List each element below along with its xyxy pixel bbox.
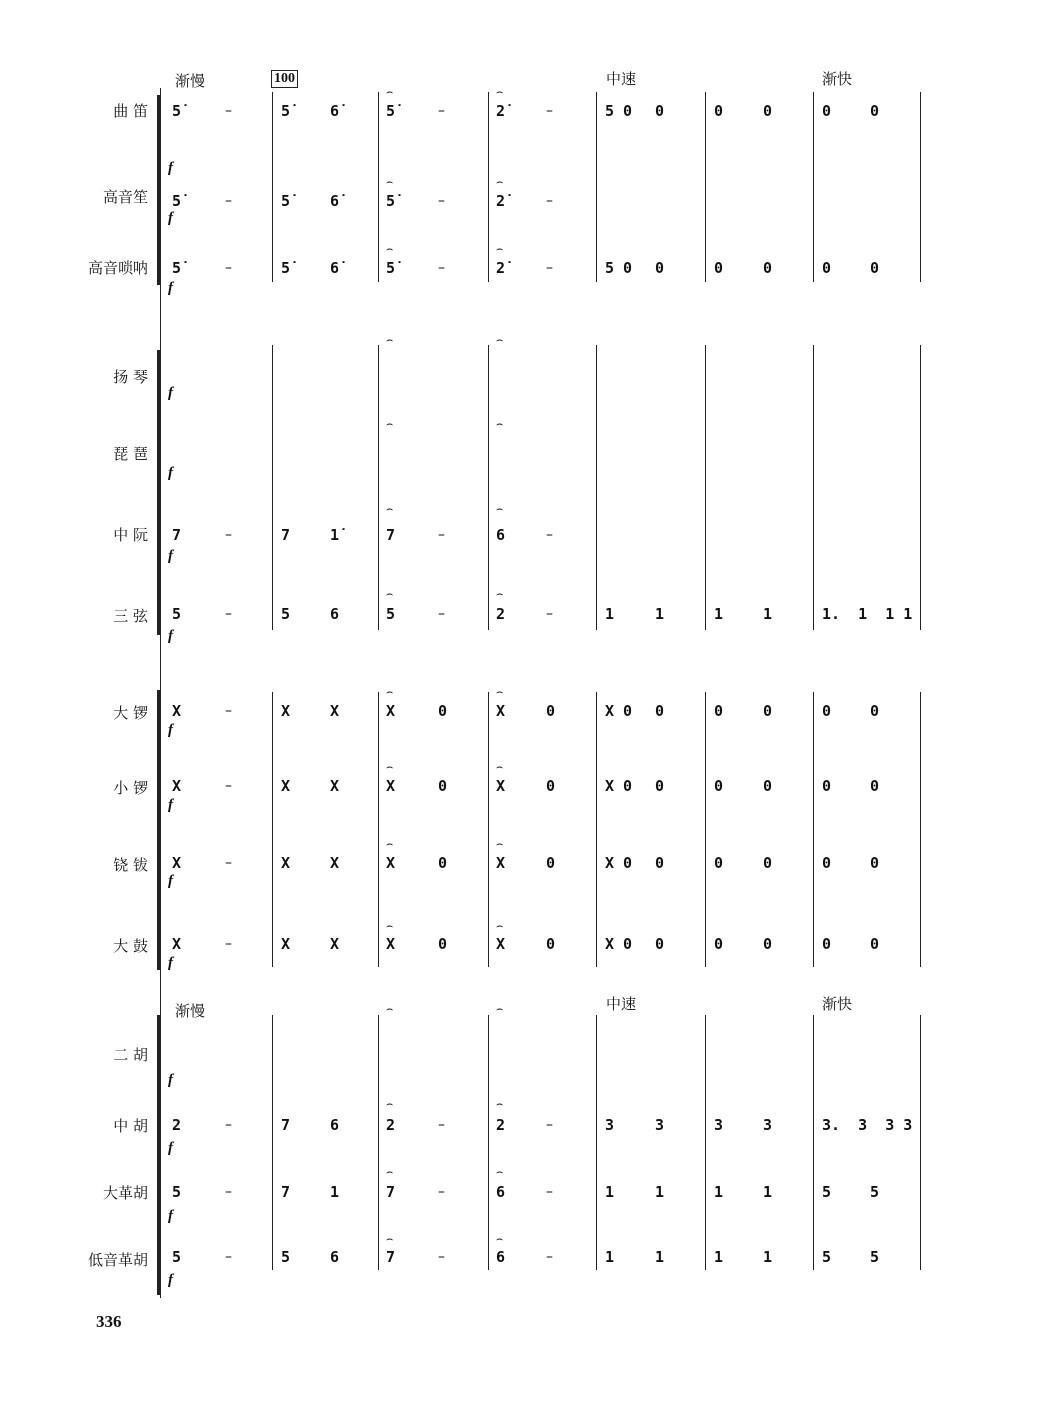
note-cell: 7 [172,526,182,544]
barline [488,1015,489,1270]
barline [378,92,379,282]
note-cell: 2 [496,1116,506,1134]
group-bracket [157,350,160,635]
fermata-mark: ⌢ [386,587,394,600]
note-cell: X 0 [605,935,633,953]
instrument-label: 高音笙 [102,188,148,206]
note-cell: – [546,606,553,622]
note-cell: 1 [714,605,724,623]
note-cell: 7 [281,526,291,544]
note-cell: X [172,702,182,720]
note-cell: 0 [870,935,880,953]
note-cell: 2 [172,1116,182,1134]
dynamic-forte: f [168,210,173,226]
note-cell: – [438,606,445,622]
note-cell: 5̇ [172,192,182,210]
dynamic-forte: f [168,548,173,564]
note-cell: 6 [496,1248,506,1266]
dynamic-forte: f [168,797,173,813]
group-bracket [157,1015,160,1295]
note-cell: – [546,1249,553,1265]
note-cell: 1 [655,1183,665,1201]
fermata-mark: ⌢ [496,1165,504,1178]
note-cell: 5 0 [605,259,633,277]
note-cell: 1 [605,1183,615,1201]
note-cell: X [496,935,506,953]
barline [596,92,597,282]
note-cell: – [546,527,553,543]
fermata-mark: ⌢ [496,685,504,698]
instrument-label: 扬 琴 [113,368,148,386]
note-cell: X [386,935,396,953]
barline [705,92,706,282]
note-cell: 0 [438,777,448,795]
fermata-mark: ⌢ [496,333,504,346]
fermata-mark: ⌢ [496,502,504,515]
note-cell: – [438,1184,445,1200]
barline [920,692,921,967]
barline [813,692,814,967]
tempo-mark: 渐慢 [175,72,206,90]
fermata-mark: ⌢ [496,85,504,98]
fermata-mark: ⌢ [386,760,394,773]
fermata-mark: ⌢ [386,85,394,98]
fermata-mark: ⌢ [496,587,504,600]
barline [488,92,489,282]
rehearsal-mark: 100 [271,70,298,88]
barline [596,692,597,967]
note-cell: – [546,1117,553,1133]
note-cell: 0 [546,777,556,795]
note-cell: 1 [763,1183,773,1201]
dynamic-forte: f [168,628,173,644]
note-cell: 0 [763,854,773,872]
note-cell: 5 [870,1183,880,1201]
dynamic-forte: f [168,1208,173,1224]
barline [705,345,706,630]
instrument-label: 曲 笛 [113,102,148,120]
group-bracket [157,690,160,970]
note-cell: 0 [763,102,773,120]
note-cell: 7 [386,1248,396,1266]
dynamic-forte: f [168,465,173,481]
fermata-mark: ⌢ [496,417,504,430]
note-cell: – [438,527,445,543]
note-cell: – [546,260,553,276]
note-cell: 0 [546,935,556,953]
page-number: 336 [96,1312,122,1331]
barline [272,92,273,282]
fermata-mark: ⌢ [386,1097,394,1110]
note-cell: – [438,260,445,276]
note-cell: – [225,1249,232,1265]
note-cell: X [386,702,396,720]
tempo-mark: 渐快 [822,995,853,1013]
note-cell: 1 [330,1183,340,1201]
barline [378,692,379,967]
note-cell: 0 [438,935,448,953]
note-cell: X [330,702,340,720]
barline [813,92,814,282]
note-cell: 0 [655,854,665,872]
barline [596,345,597,630]
note-cell: – [225,260,232,276]
note-cell: 6̇ [330,192,340,210]
note-cell: 0 [714,777,724,795]
fermata-mark: ⌢ [386,919,394,932]
note-cell: 5 [386,605,396,623]
note-cell: 5 [172,605,182,623]
note-cell: 0 [870,777,880,795]
note-cell: 0 [714,854,724,872]
note-cell: – [225,103,232,119]
note-cell: 0 [822,854,832,872]
note-cell: 0 [438,854,448,872]
note-cell: X [330,854,340,872]
fermata-mark: ⌢ [496,175,504,188]
fermata-mark: ⌢ [496,1097,504,1110]
note-cell: 5 [870,1248,880,1266]
note-cell: 0 [546,854,556,872]
note-cell: 1 [655,1248,665,1266]
instrument-label: 大 锣 [113,704,148,722]
note-cell: 6 [330,1248,340,1266]
note-cell: 6̇ [330,259,340,277]
barline [596,1015,597,1270]
note-cell: 1 [714,1183,724,1201]
barline [272,692,273,967]
barline [920,345,921,630]
note-cell: 0 [714,259,724,277]
fermata-mark: ⌢ [386,685,394,698]
note-cell: 5 [281,1248,291,1266]
barline [272,1015,273,1270]
fermata-mark: ⌢ [386,1002,394,1015]
note-cell: 7 [386,1183,396,1201]
tempo-mark: 渐快 [822,70,853,88]
barline [378,1015,379,1270]
note-cell: – [438,193,445,209]
note-cell: 0 [763,259,773,277]
fermata-mark: ⌢ [386,1165,394,1178]
note-cell: 0 [870,854,880,872]
note-cell: X 0 [605,777,633,795]
note-cell: – [225,855,232,871]
dynamic-forte: f [168,722,173,738]
instrument-label: 二 胡 [113,1046,148,1064]
note-cell: 3 [714,1116,724,1134]
note-cell: 6 [330,605,340,623]
note-cell: 3 [655,1116,665,1134]
note-cell: 1 [763,1248,773,1266]
note-cell: 0 [655,259,665,277]
note-cell: 3 [605,1116,615,1134]
instrument-label: 铙 钹 [113,856,148,874]
note-cell: X [386,854,396,872]
note-cell: 0 [870,702,880,720]
note-cell: – [546,103,553,119]
instrument-label: 大 鼓 [113,937,148,955]
fermata-mark: ⌢ [386,333,394,346]
note-cell: X [496,854,506,872]
note-cell: 5̇ [172,259,182,277]
barline [813,345,814,630]
barline [813,1015,814,1270]
instrument-label: 三 弦 [113,607,148,625]
fermata-mark: ⌢ [496,919,504,932]
note-cell: X [330,935,340,953]
fermata-mark: ⌢ [386,1232,394,1245]
note-cell: 0 [655,102,665,120]
instrument-label: 高音唢呐 [87,259,148,277]
note-cell: 5 0 [605,102,633,120]
note-cell: X [281,777,291,795]
note-cell: 7 [386,526,396,544]
dynamic-forte: f [168,873,173,889]
fermata-mark: ⌢ [496,242,504,255]
note-cell: 0 [655,777,665,795]
dynamic-forte: f [168,160,173,176]
note-cell: 6 [330,1116,340,1134]
note-cell: – [225,1117,232,1133]
note-cell: X [496,702,506,720]
fermata-mark: ⌢ [496,1232,504,1245]
instrument-label: 小 锣 [113,779,148,797]
note-cell: 5 [281,605,291,623]
dynamic-forte: f [168,280,173,296]
note-cell: 0 [870,102,880,120]
note-cell: 7 [281,1116,291,1134]
note-cell: 6̇ [330,102,340,120]
note-cell: 5 [172,1248,182,1266]
note-cell: 0 [546,702,556,720]
dynamic-forte: f [168,1140,173,1156]
note-cell: 0 [655,935,665,953]
note-cell: 5 [822,1183,832,1201]
note-cell: – [438,1249,445,1265]
note-cell: 0 [763,935,773,953]
note-cell: X [172,777,182,795]
fermata-mark: ⌢ [496,760,504,773]
note-cell: 7 [281,1183,291,1201]
note-cell: 5 [172,1183,182,1201]
note-cell: 5̇ [386,192,396,210]
note-cell: 0 [822,102,832,120]
note-cell: 5̇ [386,102,396,120]
barline [920,92,921,282]
note-cell: 0 [714,702,724,720]
dynamic-forte: f [168,1072,173,1088]
note-cell: X [281,702,291,720]
fermata-mark: ⌢ [496,1002,504,1015]
note-cell: – [438,103,445,119]
dynamic-forte: f [168,1272,173,1288]
instrument-label: 低音革胡 [87,1251,148,1269]
note-cell: – [225,193,232,209]
note-cell: – [225,606,232,622]
fermata-mark: ⌢ [386,417,394,430]
note-cell: X [172,854,182,872]
barline [920,1015,921,1270]
note-cell: 0 [763,702,773,720]
note-cell: 2̇ [496,192,506,210]
barline [488,692,489,967]
note-cell: 0 [714,935,724,953]
note-cell: 0 [763,777,773,795]
note-cell: 5̇ [281,192,291,210]
note-cell: X 0 [605,854,633,872]
note-cell: – [225,936,232,952]
fermata-mark: ⌢ [386,175,394,188]
note-cell: 1. 1 1 1 [822,605,913,623]
note-cell: 0 [870,259,880,277]
note-cell: 2̇ [496,259,506,277]
note-cell: 0 [822,935,832,953]
note-cell: 2 [386,1116,396,1134]
note-cell: 5̇ [172,102,182,120]
note-cell: – [438,1117,445,1133]
fermata-mark: ⌢ [386,837,394,850]
note-cell: – [225,703,232,719]
note-cell: 3. 3 3 3 [822,1116,913,1134]
note-cell: 1 [655,605,665,623]
note-cell: 2 [496,605,506,623]
instrument-label: 琵 琶 [113,445,148,463]
fermata-mark: ⌢ [496,837,504,850]
group-bracket [157,95,160,285]
note-cell: 0 [822,777,832,795]
note-cell: 1 [714,1248,724,1266]
note-cell: X [330,777,340,795]
note-cell: – [546,193,553,209]
tempo-mark: 中速 [606,70,637,88]
note-cell: 0 [822,259,832,277]
note-cell: 1 [605,1248,615,1266]
instrument-label: 中 阮 [113,526,148,544]
barline [705,692,706,967]
tempo-mark: 渐慢 [175,1002,206,1020]
instrument-label: 大革胡 [102,1184,148,1202]
note-cell: 2̇ [496,102,506,120]
note-cell: 1 [763,605,773,623]
note-cell: 5̇ [281,259,291,277]
note-cell: – [225,778,232,794]
note-cell: 5 [822,1248,832,1266]
note-cell: 0 [438,702,448,720]
dynamic-forte: f [168,385,173,401]
note-cell: X [386,777,396,795]
note-cell: – [225,1184,232,1200]
note-cell: X [281,935,291,953]
note-cell: 0 [714,102,724,120]
note-cell: 0 [822,702,832,720]
barline [488,345,489,630]
note-cell: 1̇ [330,526,340,544]
note-cell: – [225,527,232,543]
fermata-mark: ⌢ [386,242,394,255]
barline [378,345,379,630]
note-cell: 5̇ [386,259,396,277]
note-cell: X 0 [605,702,633,720]
barline [272,345,273,630]
fermata-mark: ⌢ [386,502,394,515]
note-cell: 6 [496,526,506,544]
tempo-mark: 中速 [606,995,637,1013]
dynamic-forte: f [168,955,173,971]
instrument-label: 中 胡 [113,1117,148,1135]
barline [705,1015,706,1270]
note-cell: 6 [496,1183,506,1201]
note-cell: 3 [763,1116,773,1134]
note-cell: X [281,854,291,872]
note-cell: X [172,935,182,953]
note-cell: X [496,777,506,795]
note-cell: 1 [605,605,615,623]
system-line [160,88,161,1298]
note-cell: – [546,1184,553,1200]
note-cell: 0 [655,702,665,720]
note-cell: 5̇ [281,102,291,120]
